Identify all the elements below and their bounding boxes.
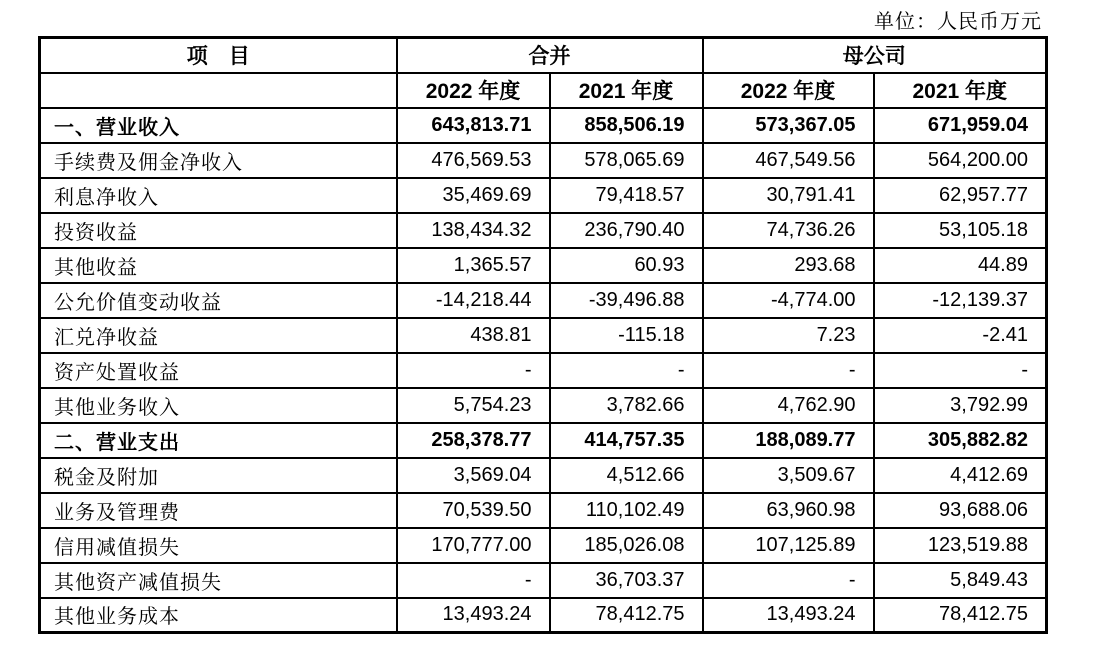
row-value: 44.89 [874,248,1047,283]
row-value: 236,790.40 [550,213,703,248]
row-label: 手续费及佣金净收入 [40,143,397,178]
row-value: 138,434.32 [397,213,550,248]
row-value: 671,959.04 [874,108,1047,143]
row-label: 其他业务成本 [40,598,397,633]
row-value: 3,569.04 [397,458,550,493]
table-row [40,493,1047,528]
row-label: 汇兑净收益 [40,318,397,353]
row-value: -39,496.88 [550,283,703,318]
row-value: 467,549.56 [703,143,874,178]
table-row [40,563,1047,598]
row-value: 13,493.24 [703,598,874,633]
row-value: 476,569.53 [397,143,550,178]
group-header-row [40,38,1047,73]
row-label: 公允价值变动收益 [40,283,397,318]
row-value: 70,539.50 [397,493,550,528]
income-statement-table [38,36,1048,634]
row-value: 79,418.57 [550,178,703,213]
table-row [40,108,1047,143]
row-value: 30,791.41 [703,178,874,213]
table-row [40,458,1047,493]
row-value: 305,882.82 [874,423,1047,458]
year-header-consolidated-2021: 2021 年度 [550,73,703,108]
row-value: 7.23 [703,318,874,353]
row-value: 35,469.69 [397,178,550,213]
group-header-parent-company: 母公司 [703,38,1047,73]
row-value: 74,736.26 [703,213,874,248]
row-value: - [874,353,1047,388]
year-header-consolidated-2022: 2022 年度 [397,73,550,108]
table-row [40,213,1047,248]
row-value: 578,065.69 [550,143,703,178]
row-value: 293.68 [703,248,874,283]
table-header [40,38,1047,108]
table-row [40,388,1047,423]
row-value: 93,688.06 [874,493,1047,528]
row-label: 利息净收入 [40,178,397,213]
table-row [40,178,1047,213]
year-header-row [40,73,1047,108]
item-column-header: 项 目 [40,38,397,73]
table-row [40,423,1047,458]
row-value: 4,512.66 [550,458,703,493]
row-value: 573,367.05 [703,108,874,143]
item-column-header-empty [40,73,397,108]
row-value: 78,412.75 [874,598,1047,633]
row-label: 二、营业支出 [40,423,397,458]
row-label: 其他资产减值损失 [40,563,397,598]
row-label: 投资收益 [40,213,397,248]
row-value: 13,493.24 [397,598,550,633]
row-label: 税金及附加 [40,458,397,493]
unit-label: 单位：人民币万元 [874,11,1042,33]
group-header-consolidated: 合并 [397,38,703,73]
row-value: - [703,353,874,388]
table-row [40,528,1047,563]
table-row [40,598,1047,633]
row-value: - [397,353,550,388]
year-header-parent-2022: 2022 年度 [703,73,874,108]
row-value: - [550,353,703,388]
row-value: 5,754.23 [397,388,550,423]
row-value: - [397,563,550,598]
row-value: - [703,563,874,598]
row-value: 258,378.77 [397,423,550,458]
row-label: 其他收益 [40,248,397,283]
row-label: 一、营业收入 [40,108,397,143]
table-body [40,108,1047,633]
table-row [40,283,1047,318]
row-value: 78,412.75 [550,598,703,633]
row-value: -12,139.37 [874,283,1047,318]
row-value: 3,509.67 [703,458,874,493]
table-row [40,248,1047,283]
row-value: 123,519.88 [874,528,1047,563]
row-value: 564,200.00 [874,143,1047,178]
row-label: 资产处置收益 [40,353,397,388]
row-value: -2.41 [874,318,1047,353]
row-value: 63,960.98 [703,493,874,528]
row-value: 3,792.99 [874,388,1047,423]
row-value: 53,105.18 [874,213,1047,248]
row-value: 1,365.57 [397,248,550,283]
year-header-parent-2021: 2021 年度 [874,73,1047,108]
row-value: 3,782.66 [550,388,703,423]
row-value: 4,762.90 [703,388,874,423]
table-row [40,353,1047,388]
row-value: 170,777.00 [397,528,550,563]
row-value: 414,757.35 [550,423,703,458]
row-label: 信用减值损失 [40,528,397,563]
row-value: 36,703.37 [550,563,703,598]
row-value: 5,849.43 [874,563,1047,598]
row-value: 62,957.77 [874,178,1047,213]
row-value: 858,506.19 [550,108,703,143]
table-row [40,318,1047,353]
row-value: 107,125.89 [703,528,874,563]
row-label: 业务及管理费 [40,493,397,528]
row-value: 643,813.71 [397,108,550,143]
row-value: 60.93 [550,248,703,283]
row-value: 110,102.49 [550,493,703,528]
row-value: 188,089.77 [703,423,874,458]
table-row [40,143,1047,178]
row-value: -14,218.44 [397,283,550,318]
row-label: 其他业务收入 [40,388,397,423]
row-value: -4,774.00 [703,283,874,318]
row-value: -115.18 [550,318,703,353]
row-value: 185,026.08 [550,528,703,563]
row-value: 4,412.69 [874,458,1047,493]
row-value: 438.81 [397,318,550,353]
